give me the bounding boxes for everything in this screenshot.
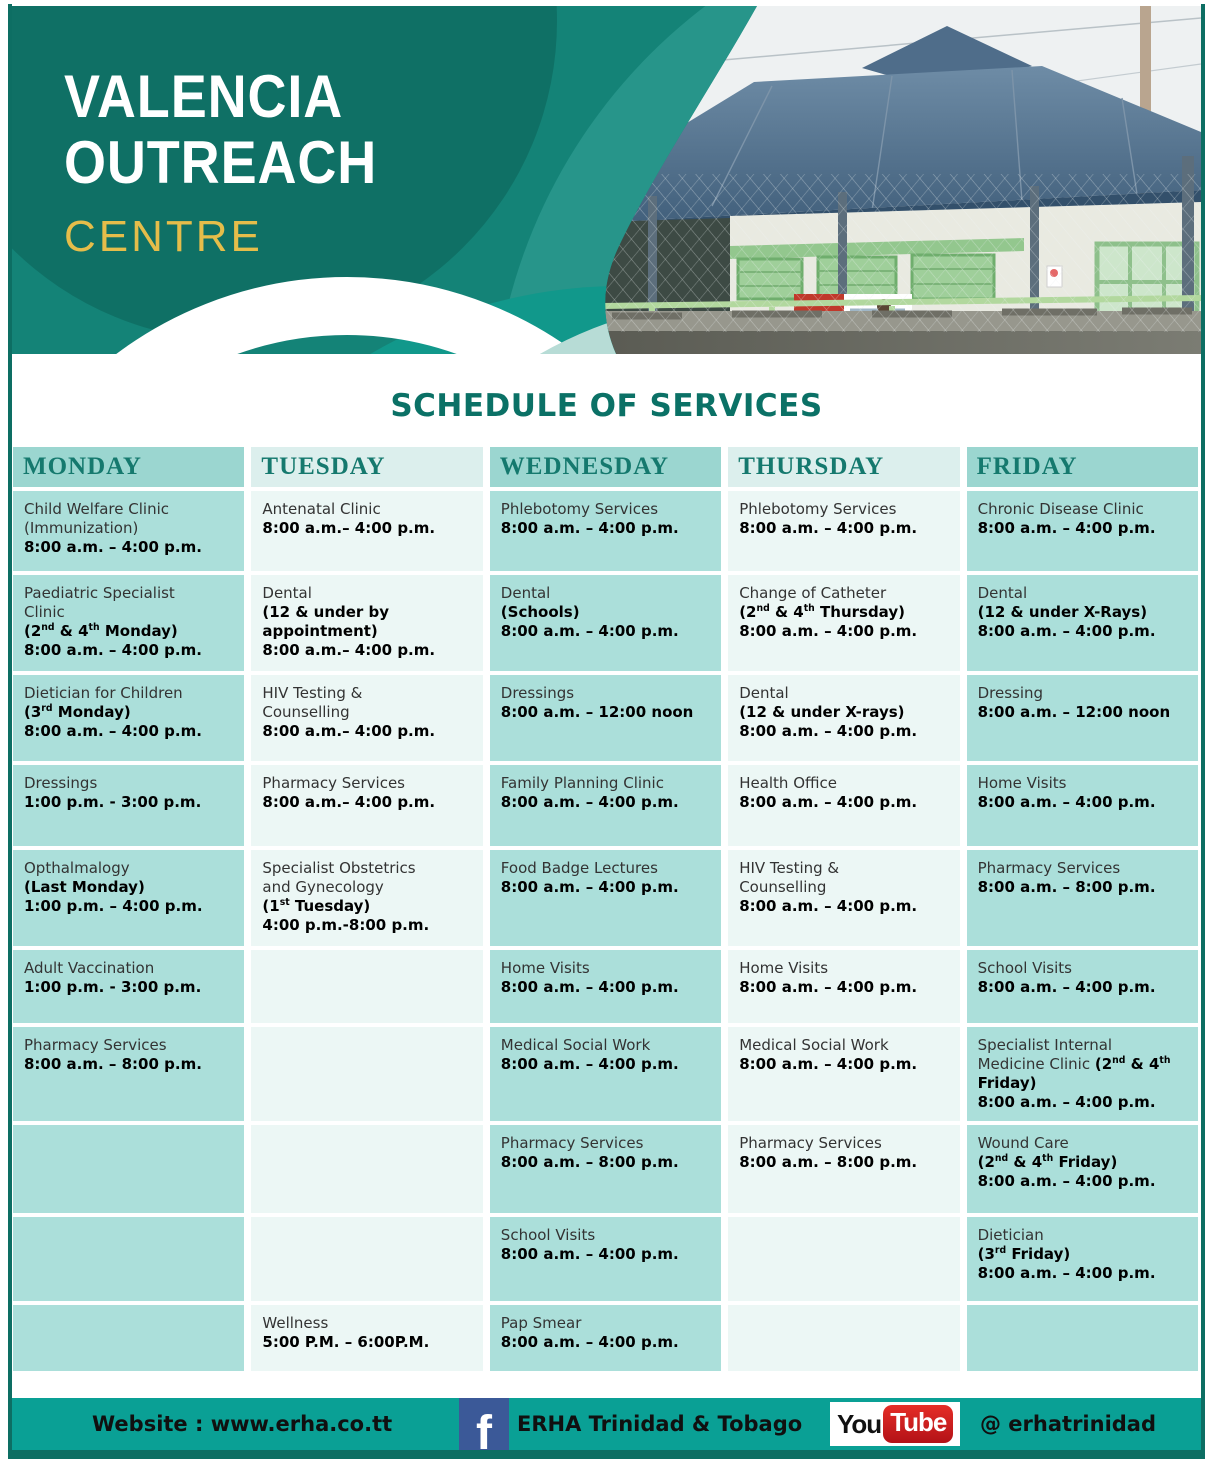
schedule-row [13,765,1198,846]
brand-line-outreach: OUTREACH [64,129,378,196]
schedule-row [13,1125,1198,1213]
brand-block [64,64,412,262]
schedule-cell: Health Office 8:00 a.m. – 4:00 p.m. [728,765,959,846]
website-label: Website : www.erha.co.tt [92,1412,393,1436]
schedule-cell: Food Badge Lectures 8:00 a.m. – 4:00 p.m. [490,850,721,946]
schedule-cell-empty [728,1305,959,1371]
youtube-logo [830,1402,960,1446]
day-header-monday [13,447,244,487]
header-banner [12,6,1201,354]
day-header-wednesday [490,447,721,487]
schedule-cell: Dental (12 & under by appointment) 8:00 a.m.– 4:00 p.m. [251,575,482,671]
schedule-cell: Dressings 8:00 a.m. – 12:00 noon [490,675,721,761]
brand-line-valencia: VALENCIA [64,63,344,130]
schedule-cell-empty [251,1027,482,1121]
schedule-cell: Specialist Internal Medicine Clinic (2nd & 4th Friday) 8:00 a.m. – 4:00 p.m. [967,1027,1198,1121]
schedule-row [13,675,1198,761]
day-header-label: THURSDAY [738,453,885,480]
schedule-cell: Opthalmalogy (Last Monday) 1:00 p.m. – 4:00 p.m. [13,850,244,946]
day-header-label: TUESDAY [261,453,386,480]
schedule-cell: Wound Care (2nd & 4th Friday) 8:00 a.m. – 4:00 p.m. [967,1125,1198,1213]
schedule-cell: Phlebotomy Services 8:00 a.m. – 4:00 p.m. [728,491,959,571]
title-band [12,354,1201,446]
schedule-cell: School Visits 8:00 a.m. – 4:00 p.m. [490,1217,721,1301]
schedule-cell: Dental (Schools) 8:00 a.m. – 4:00 p.m. [490,575,721,671]
schedule-cell: Medical Social Work 8:00 a.m. – 4:00 p.m. [490,1027,721,1121]
schedule-row [13,1217,1198,1301]
facebook-f-glyph: f [476,1407,492,1450]
schedule-cell-empty [728,1217,959,1301]
youtube-tube-badge: Tube [883,1405,953,1443]
schedule-cell: Pharmacy Services 8:00 a.m. – 8:00 p.m. [967,850,1198,946]
schedule-cell: Dental (12 & under X-Rays) 8:00 a.m. – 4:00 p.m. [967,575,1198,671]
day-header-label: MONDAY [23,453,142,480]
schedule-table [13,447,1198,1371]
schedule-cell: Antenatal Clinic 8:00 a.m.– 4:00 p.m. [251,491,482,571]
youtube-handle: @ erhatrinidad [980,1412,1157,1436]
schedule-cell: Pharmacy Services 8:00 a.m.– 4:00 p.m. [251,765,482,846]
schedule-row [13,1305,1198,1371]
schedule-row [13,950,1198,1023]
day-header-thursday [728,447,959,487]
flyer-sheet [8,4,1205,1459]
schedule-cell: Family Planning Clinic 8:00 a.m. – 4:00 p.m. [490,765,721,846]
road [578,331,1201,354]
schedule-cell: Dressing 8:00 a.m. – 12:00 noon [967,675,1198,761]
schedule-cell: Phlebotomy Services 8:00 a.m. – 4:00 p.m. [490,491,721,571]
schedule-cell: Child Welfare Clinic (Immunization) 8:00 a.m. – 4:00 p.m. [13,491,244,571]
schedule-cell: Home Visits 8:00 a.m. – 4:00 p.m. [967,765,1198,846]
facebook-icon [459,1398,509,1450]
schedule-row [13,850,1198,946]
schedule-cell: Pharmacy Services 8:00 a.m. – 8:00 p.m. [728,1125,959,1213]
schedule-cell: Dietician (3rd Friday) 8:00 a.m. – 4:00 p.m. [967,1217,1198,1301]
schedule-cell: Specialist Obstetrics and Gynecology (1st Tuesday) 4:00 p.m.-8:00 p.m. [251,850,482,946]
footer-bar [12,1398,1201,1450]
schedule-cell: School Visits 8:00 a.m. – 4:00 p.m. [967,950,1198,1023]
schedule-cell: Dental (12 & under X-rays) 8:00 a.m. – 4:00 p.m. [728,675,959,761]
schedule-cell: Dietician for Children (3rd Monday) 8:00 a.m. – 4:00 p.m. [13,675,244,761]
schedule-cell: Dressings 1:00 p.m. - 3:00 p.m. [13,765,244,846]
schedule-cell: Adult Vaccination 1:00 p.m. - 3:00 p.m. [13,950,244,1023]
schedule-cell: Pharmacy Services 8:00 a.m. – 8:00 p.m. [490,1125,721,1213]
day-header-tuesday [251,447,482,487]
brand-line-centre: CENTRE [64,212,263,261]
day-header-friday [967,447,1198,487]
schedule-cell-empty [967,1305,1198,1371]
schedule-cell: Paediatric Specialist Clinic (2nd & 4th Monday) 8:00 a.m. – 4:00 p.m. [13,575,244,671]
schedule-cell-empty [251,1217,482,1301]
youtube-you-text: You [837,1408,882,1439]
schedule-row [13,491,1198,571]
schedule-cell-empty [13,1217,244,1301]
schedule-cell: Chronic Disease Clinic 8:00 a.m. – 4:00 p.m. [967,491,1198,571]
schedule-cell: Wellness 5:00 P.M. – 6:00P.M. [251,1305,482,1371]
page-title: SCHEDULE OF SERVICES [390,388,823,424]
schedule-cell: Home Visits 8:00 a.m. – 4:00 p.m. [490,950,721,1023]
schedule-cell: Home Visits 8:00 a.m. – 4:00 p.m. [728,950,959,1023]
schedule-cell-empty [251,950,482,1023]
day-header-label: FRIDAY [976,453,1078,480]
schedule-row [13,1027,1198,1121]
schedule-cell-empty [13,1125,244,1213]
facebook-page-label: ERHA Trinidad & Tobago [517,1412,803,1436]
schedule-cell: Pharmacy Services 8:00 a.m. – 8:00 p.m. [13,1027,244,1121]
schedule-cell: Medical Social Work 8:00 a.m. – 4:00 p.m. [728,1027,959,1121]
schedule-cell: HIV Testing & Counselling 8:00 a.m. – 4:00 p.m. [728,850,959,946]
schedule-cell-empty [13,1305,244,1371]
schedule-cell: Pap Smear 8:00 a.m. – 4:00 p.m. [490,1305,721,1371]
schedule-cell: Change of Catheter (2nd & 4th Thursday) 8:00 a.m. – 4:00 p.m. [728,575,959,671]
day-header-label: WEDNESDAY [499,453,670,480]
schedule-cell-empty [251,1125,482,1213]
schedule-cell: HIV Testing & Counselling 8:00 a.m.– 4:00 p.m. [251,675,482,761]
schedule-row [13,575,1198,671]
